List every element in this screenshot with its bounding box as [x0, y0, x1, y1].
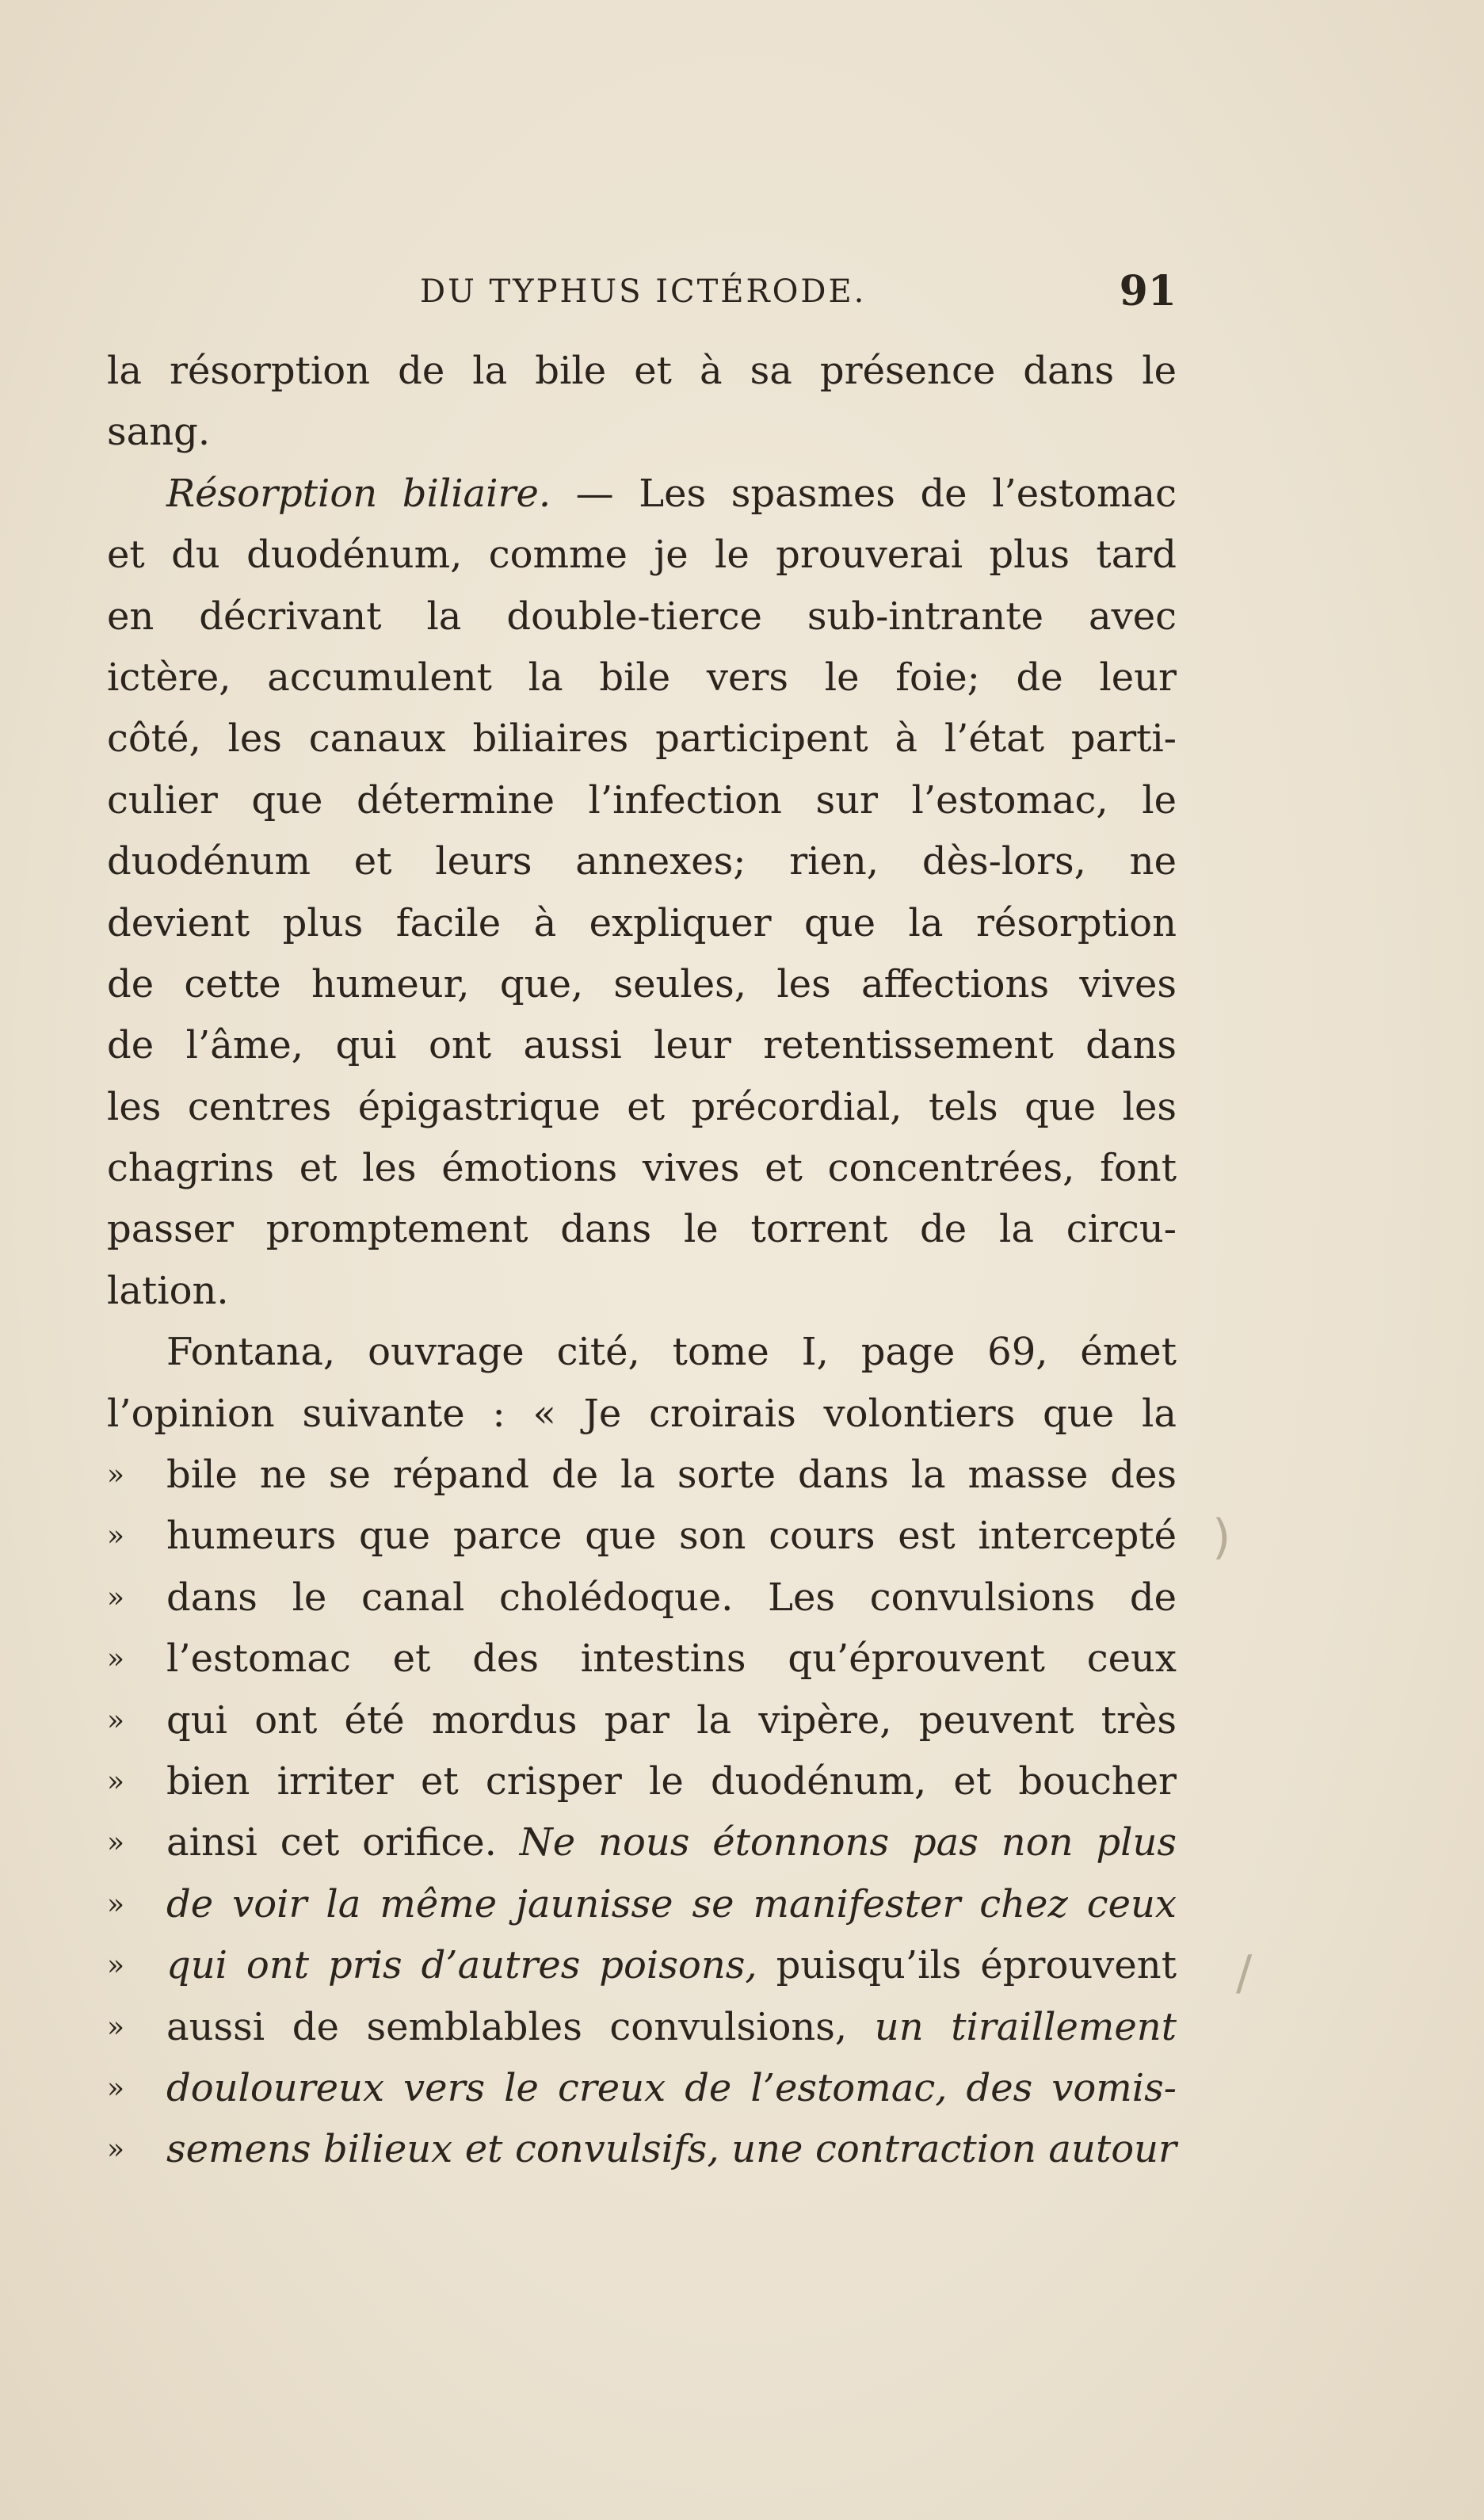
text-line: culier que détermine l’infection sur l’estomac, le: [107, 777, 1177, 823]
paragraph-start: [107, 464, 1177, 525]
text-line: lation.: [107, 1268, 229, 1313]
paragraph-start: Fontana, ouvrage cité, tome I, page 69, émet: [166, 1330, 1177, 1375]
quote-line: [107, 1812, 1177, 1873]
quote-line: [107, 1445, 1177, 1506]
italic-run: un tiraillement: [874, 2004, 1177, 2049]
text-line: de l’âme, qui ont aussi leur retentissement dans: [107, 1023, 1177, 1068]
page-header: [107, 267, 1177, 321]
text-run: dans le canal cholédoque. Les convulsions de: [166, 1575, 1177, 1620]
quote-line: [107, 1997, 1177, 2058]
body-text: [107, 341, 1177, 2181]
text-line: côté, les canaux biliaires participent à l’état parti-: [107, 716, 1177, 762]
quote-line: [107, 1751, 1177, 1812]
text-run: l’estomac et des intestins qu’éprouvent ceux: [166, 1636, 1177, 1682]
text-line: ictère, accumulent la bile vers le foie; de leur: [107, 655, 1177, 700]
quote-line: [107, 2058, 1177, 2119]
guillemet-mark: »: [107, 1949, 125, 1983]
text-run: — Les spasmes de l’estomac: [551, 471, 1177, 516]
text-run: aussi de semblables convulsions,: [166, 2004, 875, 2049]
text-line: devient plus facile à expliquer que la résorption: [107, 900, 1177, 945]
guillemet-mark: »: [107, 1765, 125, 1798]
quote-line: [107, 1628, 1177, 1690]
text-run: bile ne se répand de la sorte dans la masse des: [166, 1453, 1177, 1498]
italic-run: de voir la même jaunisse se manifester chez ceux: [166, 1881, 1177, 1926]
quote-line: [107, 1874, 1177, 1935]
text-run: bien irriter et crisper le duodénum, et boucher: [166, 1758, 1177, 1804]
guillemet-mark: »: [107, 2071, 125, 2105]
italic-run: Ne nous étonnons pas non plus: [519, 1820, 1177, 1865]
italic-run: douloureux vers le creux de l’estomac, des vomis-: [166, 2065, 1177, 2110]
page-number: 91: [1119, 267, 1177, 315]
quote-line: [107, 1690, 1177, 1751]
running-title: DU TYPHUS ICTÉRODE.: [420, 273, 867, 310]
quote-line: [107, 1935, 1177, 1996]
text-line: en décrivant la double-tierce sub-intrante avec: [107, 594, 1177, 639]
guillemet-mark: »: [107, 1643, 125, 1676]
text-run: ainsi cet orifice.: [166, 1820, 520, 1865]
text-line: et du duodénum, comme je le prouverai plus tard: [107, 533, 1177, 578]
text-line: sang.: [107, 410, 211, 455]
guillemet-mark: »: [107, 1704, 125, 1737]
margin-slash-mark: /: [1236, 1945, 1253, 2001]
guillemet-mark: »: [107, 1581, 125, 1614]
quote-line: [107, 1567, 1177, 1628]
text-line: de cette humeur, que, seules, les affections vives: [107, 961, 1177, 1006]
guillemet-mark: »: [107, 1888, 125, 1921]
quote-line: [107, 2119, 1177, 2180]
text-line: l’opinion suivante : « Je croirais volontiers que la: [107, 1391, 1177, 1436]
italic-run: semens bilieux et convulsifs, une contraction autour: [166, 2127, 1177, 2172]
text-run: qui ont été mordus par la vipère, peuvent très: [166, 1697, 1177, 1743]
quote-line: [107, 1506, 1177, 1567]
margin-bracket-mark: ): [1212, 1510, 1231, 1565]
text-line: duodénum et leurs annexes; rien, dès-lors, ne: [107, 839, 1177, 884]
guillemet-mark: »: [107, 1459, 125, 1492]
guillemet-mark: »: [107, 1827, 125, 1860]
text-line: passer promptement dans le torrent de la circu-: [107, 1207, 1177, 1252]
guillemet-mark: »: [107, 1520, 125, 1553]
guillemet-mark: »: [107, 2133, 125, 2167]
text-run: puisqu’ils éprouvent: [757, 1943, 1177, 1988]
text-line: chagrins et les émotions vives et concentrées, font: [107, 1146, 1177, 1191]
section-heading: Résorption biliaire.: [166, 471, 551, 516]
text-line: les centres épigastrique et précordial, tels que les: [107, 1084, 1177, 1129]
guillemet-mark: »: [107, 2010, 125, 2044]
text-run: humeurs que parce que son cours est intercepté: [166, 1514, 1177, 1559]
text-line: la résorption de la bile et à sa présence dans le: [107, 349, 1177, 393]
italic-run: qui ont pris d’autres poisons,: [166, 1943, 757, 1988]
